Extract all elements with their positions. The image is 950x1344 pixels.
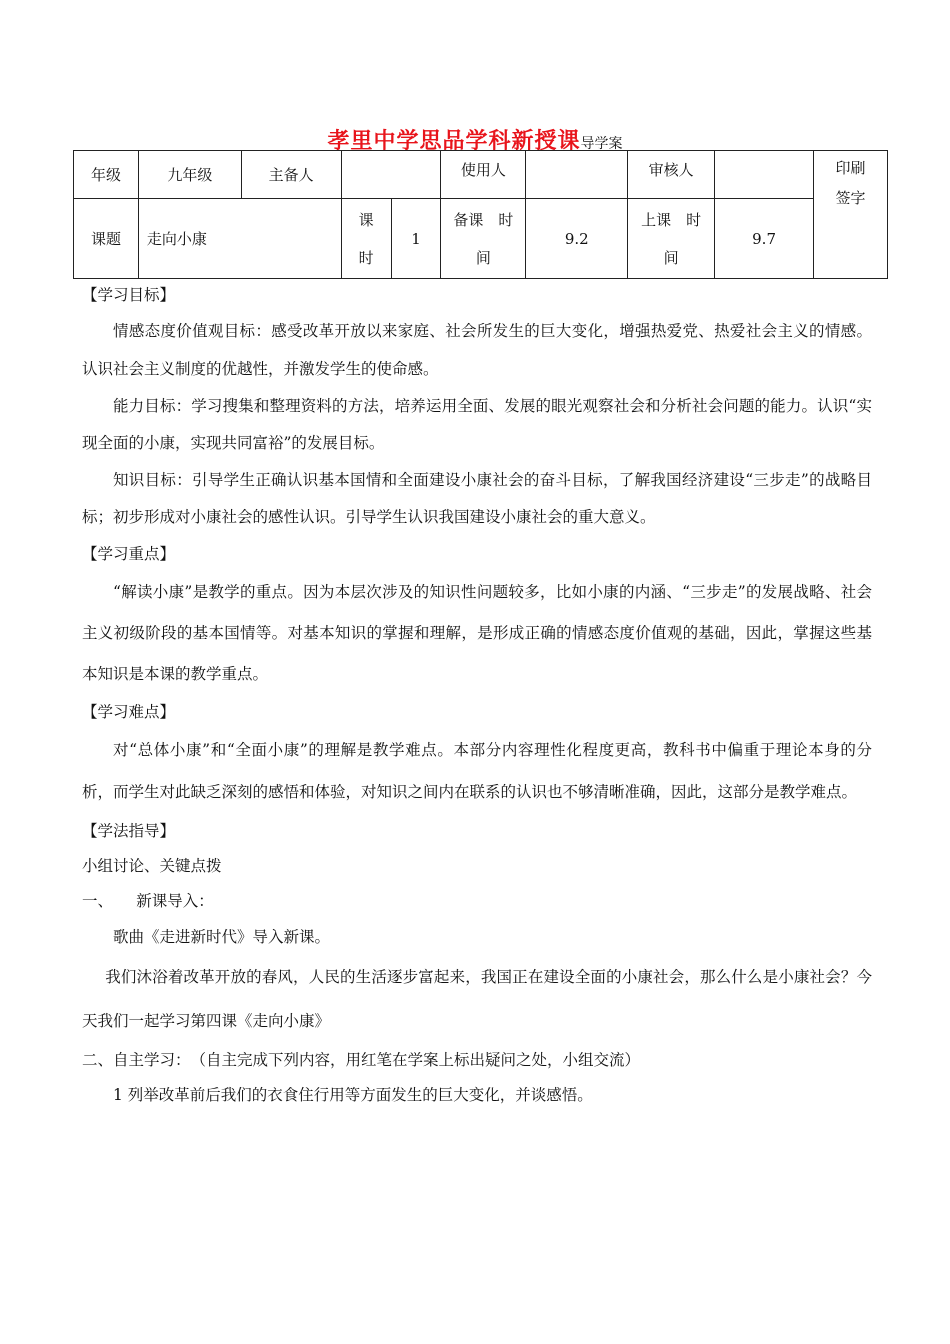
preparer-label: 主备人 (241, 151, 341, 199)
reviewer-value (715, 151, 814, 199)
goals-heading: 【学习目标】 (82, 286, 176, 304)
difficult-heading: 【学习难点】 (82, 703, 176, 721)
period-label-1: 课 (358, 210, 374, 229)
intro-text: 我们沐浴着改革开放的春风，人民的生活逐步富起来，我国正在建设全面的小康社会，那么什么是小康社会？今天我们一起学习第四课《走向小康》 (82, 968, 872, 1030)
prep-time-label-1: 备课 时 (453, 210, 514, 229)
title-main: 孝里中学思品学科新授课 (327, 129, 581, 154)
period-value: 1 (391, 199, 441, 279)
grade-value: 九年级 (138, 151, 241, 199)
print-sign-cell (814, 151, 888, 279)
class-time-label-2: 间 (663, 248, 679, 267)
period-label-2: 时 (358, 248, 374, 267)
method-heading: 【学法指导】 (82, 822, 176, 840)
method-text: 小组讨论、关键点拨 (82, 857, 222, 875)
reviewer-label: 审核人 (628, 151, 715, 199)
prep-time-label-2: 间 (475, 248, 491, 267)
info-table (73, 150, 888, 279)
intro-song: 歌曲《走进新时代》导入新课。 (113, 928, 331, 946)
title-sub: 导学案 (580, 136, 623, 152)
document-body (82, 278, 872, 1113)
class-time-value: 9.7 (715, 199, 814, 279)
intro-heading: 一、 新课导入： (82, 892, 214, 910)
sign-label: 签字 (835, 189, 866, 207)
preparer-value (341, 151, 441, 199)
grade-label: 年级 (74, 151, 139, 199)
self-study-heading: 二、自主学习： （自主完成下列内容，用红笔在学案上标出疑问之处，小组交流） (82, 1051, 641, 1069)
user-label: 使用人 (441, 151, 526, 199)
print-label: 印刷 (835, 159, 866, 177)
difficult-text: 对“总体小康”和“全面小康”的理解是教学难点。本部分内容理性化程度更高，教科书中偏重于理论本身的分析，而学生对此缺乏深刻的感悟和体验，对知识之间内在联系的认识也不够清晰准确，因此，这部分是教学难点。 (82, 741, 872, 801)
key-heading: 【学习重点】 (82, 545, 176, 563)
self-study-item-1: 1 列举改革前后我们的衣食住行用等方面发生的巨大变化，并谈感悟。 (113, 1086, 593, 1104)
key-text: “解读小康”是教学的重点。因为本层次涉及的知识性问题较多，比如小康的内涵、“三步走”的发展战略、社会主义初级阶段的基本国情等。对基本知识的掌握和理解，是形成正确的情感态度价值观的基础，因此，掌握这些基本知识是本课的教学重点。 (82, 583, 872, 683)
goal-knowledge: 知识目标：引导学生正确认识基本国情和全面建设小康社会的奋斗目标，了解我国经济建设“三步走”的战略目标；初步形成对小康社会的感性认识。引导学生认识我国建设小康社会的重大意义。 (82, 471, 872, 526)
class-time-label-1: 上课 时 (641, 210, 702, 229)
period-label (341, 199, 391, 279)
class-time-label (628, 199, 715, 279)
goal-emotion: 情感态度价值观目标：感受改革开放以来家庭、社会所发生的巨大变化，增强热爱党、热爱社会主义的情感。认识社会主义制度的优越性，并激发学生的使命感。 (82, 322, 872, 378)
prep-time-value: 9.2 (526, 199, 628, 279)
topic-value: 走向小康 (138, 199, 341, 279)
prep-time-label (441, 199, 526, 279)
topic-label: 课题 (74, 199, 139, 279)
user-value (526, 151, 628, 199)
goal-ability: 能力目标：学习搜集和整理资料的方法，培养运用全面、发展的眼光观察社会和分析社会问题的能力。认识“实现全面的小康，实现共同富裕”的发展目标。 (82, 397, 872, 452)
